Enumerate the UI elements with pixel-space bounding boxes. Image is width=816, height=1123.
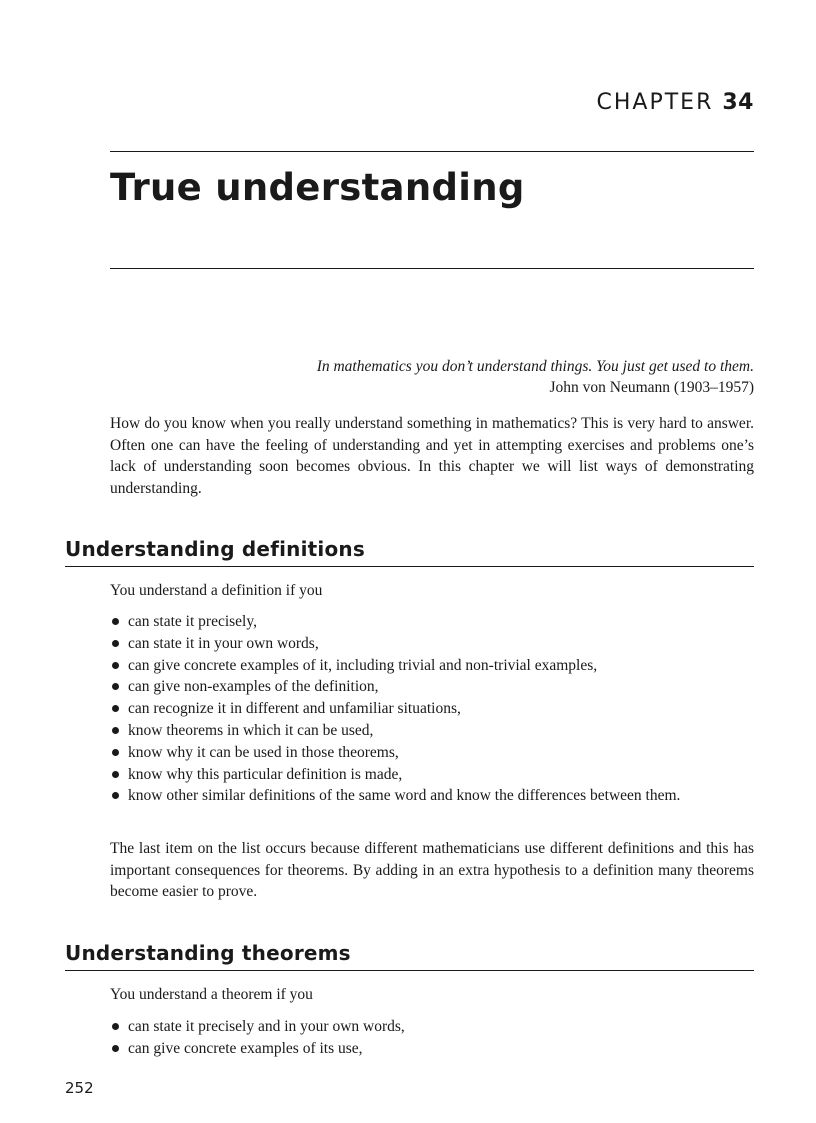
list-item xyxy=(110,742,754,764)
list-item-text: can state it precisely and in your own words, xyxy=(128,1018,405,1035)
list-item-text: can give non-examples of the definition, xyxy=(128,678,379,696)
epigraph xyxy=(317,356,754,398)
list-item xyxy=(110,655,754,677)
list-item xyxy=(110,1038,754,1060)
bullet-icon xyxy=(112,771,119,778)
list-item-text: can give concrete examples of it, including trivial and non-trivial examples, xyxy=(128,656,598,674)
theorems-list xyxy=(110,1016,754,1060)
chapter-word: CHAPTER xyxy=(596,90,714,115)
list-item xyxy=(110,633,754,655)
bullet-icon xyxy=(112,618,119,625)
list-item-text: can state it in your own words, xyxy=(128,634,319,652)
chapter-title: True understanding xyxy=(110,166,525,209)
list-item-text: can state it precisely, xyxy=(128,613,257,630)
bullet-icon xyxy=(112,640,119,647)
bullet-icon xyxy=(112,1023,119,1030)
bullet-icon xyxy=(112,705,119,712)
bullet-icon xyxy=(112,683,119,690)
list-item xyxy=(110,1016,754,1038)
bullet-icon xyxy=(112,662,119,669)
epigraph-attribution: John von Neumann (1903–1957) xyxy=(549,379,754,396)
list-item xyxy=(110,785,754,807)
list-item-text: can give concrete examples of its use, xyxy=(128,1039,363,1057)
title-rule-bottom xyxy=(110,268,754,269)
epigraph-quote: In mathematics you don’t understand things. You just get used to them. xyxy=(316,358,754,375)
list-item-text: know theorems in which it can be used, xyxy=(128,721,374,739)
list-item xyxy=(110,764,754,786)
list-item xyxy=(110,698,754,720)
list-item-text: know other similar definitions of the same word and know the differences between them. xyxy=(128,787,681,805)
section-heading-definitions: Understanding definitions xyxy=(65,537,754,567)
list-item-text: know why it can be used in those theorems, xyxy=(128,743,399,761)
list-item xyxy=(110,720,754,742)
chapter-number: 34 xyxy=(722,90,754,115)
bullet-icon xyxy=(112,792,119,799)
section-heading-theorems: Understanding theorems xyxy=(65,941,754,971)
title-rule-top xyxy=(110,151,754,152)
section-lead-definitions: You understand a definition if you xyxy=(110,582,323,599)
list-item xyxy=(110,676,754,698)
chapter-label xyxy=(597,90,754,115)
intro-paragraph: How do you know when you really understand something in mathematics? This is very hard to answer. Often one can have the feeling of understanding and yet in attempting exercises and problems one’s lack of understanding soon becomes obvious. In this chapter we will list ways of demonstrating understanding. xyxy=(110,415,754,497)
bullet-icon xyxy=(112,727,119,734)
list-item-text: know why this particular definition is made, xyxy=(128,765,403,783)
bullet-icon xyxy=(112,1045,119,1052)
page-number: 252 xyxy=(65,1079,94,1097)
section-lead-theorems: You understand a theorem if you xyxy=(110,986,313,1003)
definitions-followup-paragraph: The last item on the list occurs because different mathematicians use different definitions and this has important consequences for theorems. By adding in an extra hypothesis to a definition many theorems become easier to prove. xyxy=(110,840,754,900)
list-item xyxy=(110,611,754,633)
definitions-list xyxy=(110,611,754,807)
bullet-icon xyxy=(112,749,119,756)
list-item-text: can recognize it in different and unfamiliar situations, xyxy=(128,700,461,718)
